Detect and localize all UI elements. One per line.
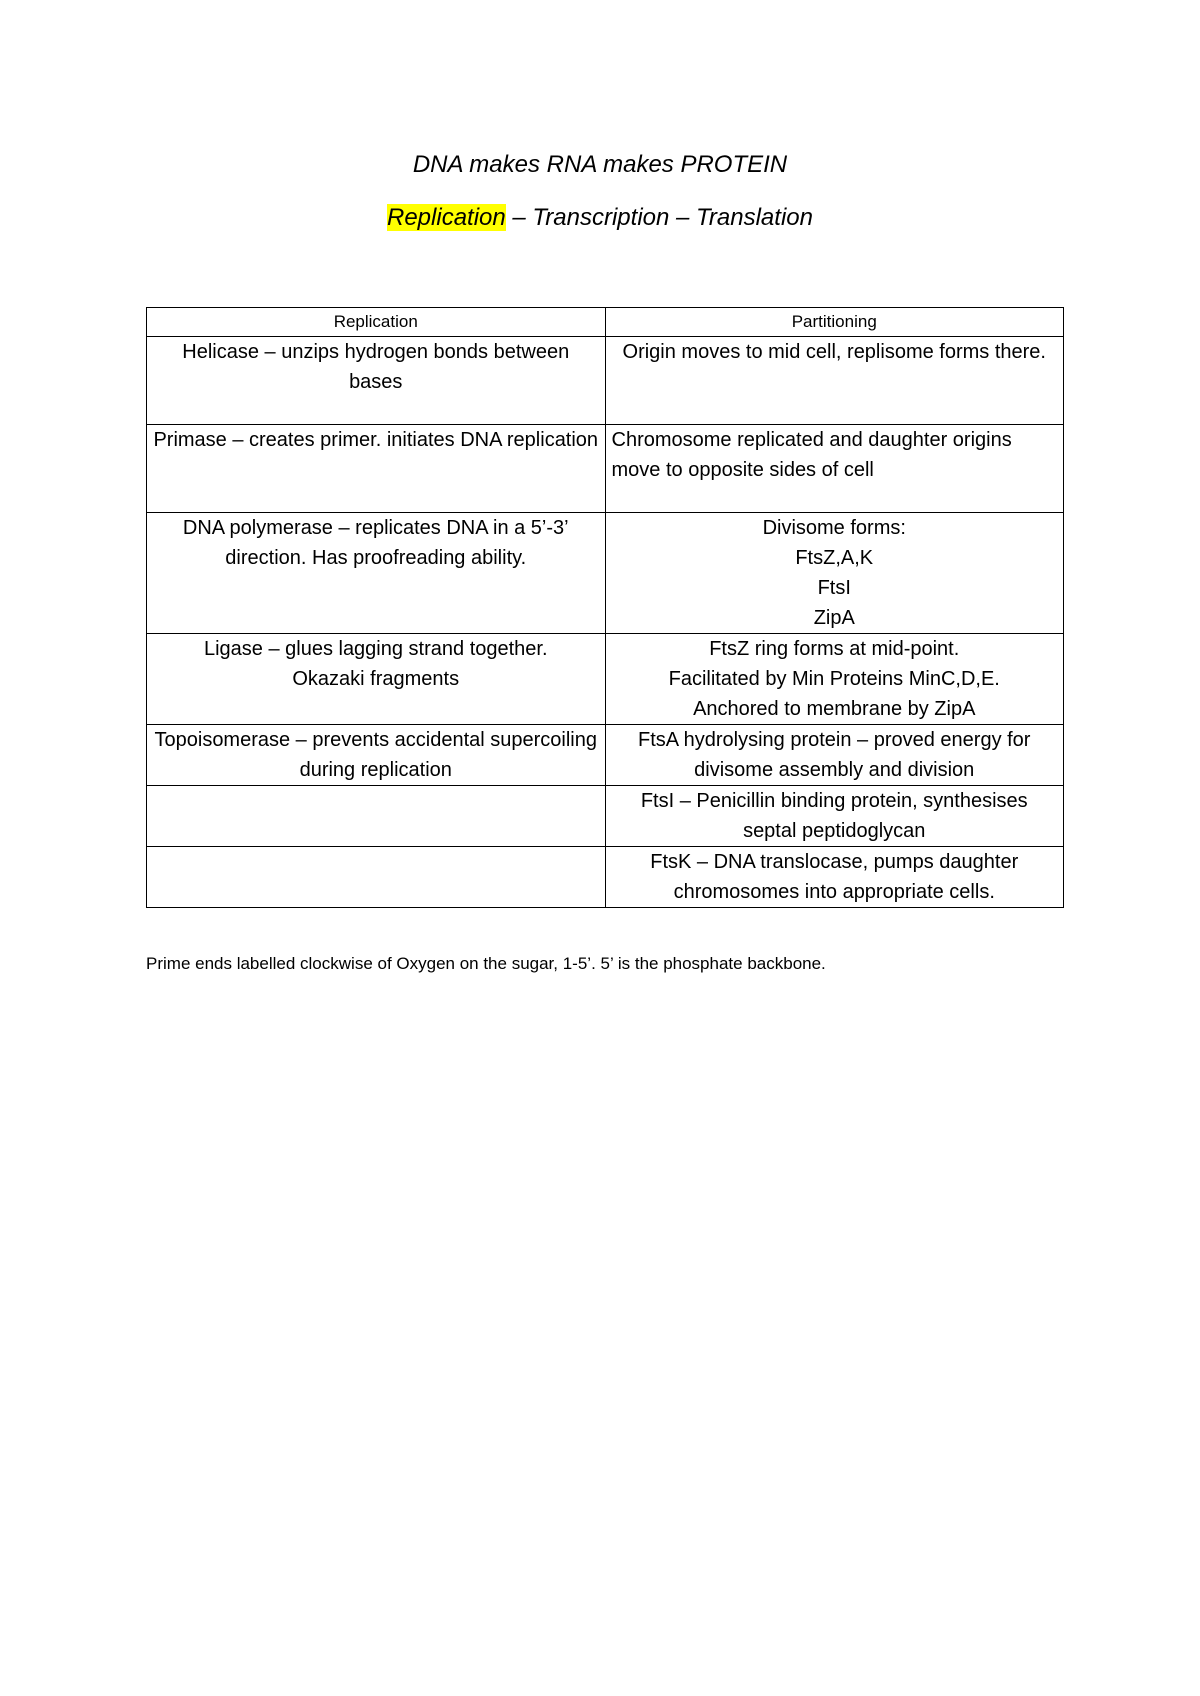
cell-right (605, 786, 1064, 847)
table-row (147, 513, 1064, 634)
document-subtitle (0, 203, 1200, 233)
cell-text: Topoisomerase – prevents accidental supercoiling during replication (154, 729, 597, 781)
cell-left (147, 786, 606, 847)
cell-right (605, 425, 1064, 513)
document-title: DNA makes RNA makes PROTEIN (412, 151, 788, 178)
cell-left (147, 337, 606, 425)
cell-text: FtsA hydrolysing protein – proved energy for divisome assembly and division (638, 729, 1031, 781)
footnote: Prime ends labelled clockwise of Oxygen on the sugar, 1-5’. 5’ is the phosphate backbone. (146, 954, 826, 973)
cell-left (147, 725, 606, 786)
table-row (147, 425, 1064, 513)
cell-text: Divisome forms: (762, 517, 906, 539)
table-row (147, 337, 1064, 425)
table-header-row (147, 308, 1064, 337)
cell-text: FtsI (817, 577, 851, 599)
table-row (147, 725, 1064, 786)
cell-right (605, 337, 1064, 425)
cell-text: Ligase – glues lagging strand together. (203, 638, 548, 660)
cell-text: Primase – creates primer. initiates DNA replication (153, 429, 599, 451)
cell-left (147, 513, 606, 634)
cell-text: Chromosome replicated and daughter origins move to opposite sides of cell (611, 429, 1012, 481)
cell-text: ZipA (813, 607, 855, 629)
highlighted-word: Replication (387, 204, 506, 231)
cell-text: Facilitated by Min Proteins MinC,D,E. (668, 668, 1000, 690)
cell-left (147, 425, 606, 513)
table-row (147, 786, 1064, 847)
cell-text: Helicase – unzips hydrogen bonds between bases (182, 341, 570, 393)
cell-text: Origin moves to mid cell, replisome forms there. (622, 341, 1046, 363)
cell-text: FtsZ,A,K (795, 547, 874, 569)
cell-text: FtsK – DNA translocase, pumps daughter chromosomes into appropriate cells. (650, 851, 1019, 903)
cell-left (147, 847, 606, 908)
table-row (147, 634, 1064, 725)
cell-text: Okazaki fragments (292, 668, 460, 690)
cell-right (605, 513, 1064, 634)
subtitle-rest: – Transcription – Translation (505, 204, 813, 231)
cell-right (605, 847, 1064, 908)
cell-text: FtsZ ring forms at mid-point. (709, 638, 960, 660)
cell-right (605, 725, 1064, 786)
header-replication: Replication (147, 308, 606, 337)
cell-text: FtsI – Penicillin binding protein, synthesises septal peptidoglycan (640, 790, 1028, 842)
cell-left (147, 634, 606, 725)
cell-text: Anchored to membrane by ZipA (693, 698, 976, 720)
cell-right (605, 634, 1064, 725)
cell-text: DNA polymerase – replicates DNA in a 5’-3’ direction. Has proofreading ability. (182, 517, 569, 569)
replication-partitioning-table (146, 307, 1064, 908)
table-row (147, 847, 1064, 908)
header-partitioning: Partitioning (605, 308, 1064, 337)
